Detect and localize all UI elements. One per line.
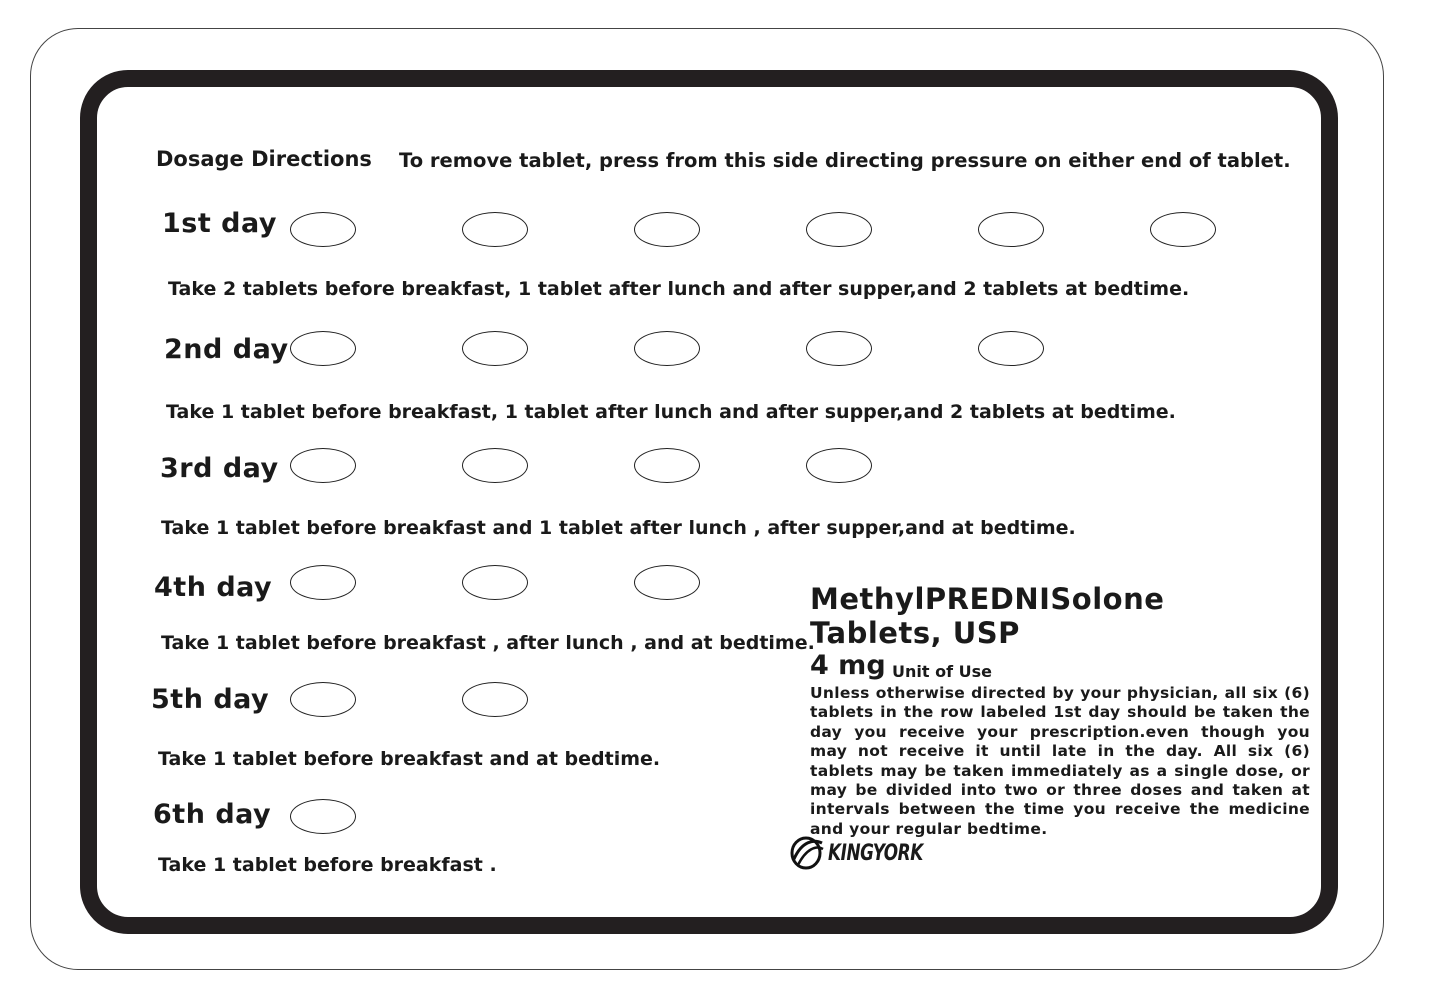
tablet-slot[interactable] (462, 682, 528, 717)
day-3-label: 3rd day (160, 453, 279, 484)
day-1-label: 1st day (162, 208, 277, 239)
tablet-slot[interactable] (462, 212, 528, 247)
day-2-label: 2nd day (164, 334, 289, 365)
kingyork-logo-text: KINGYORK (828, 840, 923, 866)
unit-of-use-label: Unit of Use (892, 662, 992, 681)
kingyork-logo (788, 835, 940, 871)
tablet-slot[interactable] (1150, 212, 1216, 247)
tablet-slot[interactable] (290, 331, 356, 366)
day-5-label: 5th day (151, 684, 270, 715)
day-2-direction: Take 1 tablet before breakfast, 1 tablet after lunch and after supper,and 2 tablets at bedtime. (166, 401, 1176, 423)
tablet-slot[interactable] (290, 682, 356, 717)
tablet-slot[interactable] (290, 448, 356, 483)
day-1-direction: Take 2 tablets before breakfast, 1 tablet after lunch and after supper,and 2 tablets at bedtime. (168, 278, 1190, 300)
day-5-direction: Take 1 tablet before breakfast and at bedtime. (158, 748, 661, 770)
remove-tablet-instruction: To remove tablet, press from this side directing pressure on either end of tablet. (399, 149, 1291, 172)
product-name: MethylPREDNISolone (810, 582, 1165, 616)
kingyork-logo-icon (788, 835, 826, 871)
product-form: Tablets, USP (810, 616, 1020, 650)
tablet-slot[interactable] (806, 331, 872, 366)
tablet-slot[interactable] (462, 565, 528, 600)
tablet-slot[interactable] (978, 331, 1044, 366)
day-4-direction: Take 1 tablet before breakfast , after lunch , and at bedtime. (161, 632, 815, 654)
day-3-direction: Take 1 tablet before breakfast and 1 tablet after lunch , after supper,and at bedtime. (161, 517, 1076, 539)
tablet-slot[interactable] (290, 565, 356, 600)
dosage-directions-heading: Dosage Directions (156, 147, 372, 171)
tablet-slot[interactable] (290, 212, 356, 247)
tablet-slot[interactable] (978, 212, 1044, 247)
tablet-slot[interactable] (806, 212, 872, 247)
day-4-label: 4th day (154, 572, 273, 603)
product-strength: 4 mg (810, 650, 886, 681)
tablet-slot[interactable] (634, 565, 700, 600)
tablet-slot[interactable] (462, 331, 528, 366)
tablet-slot[interactable] (634, 331, 700, 366)
tablet-slot[interactable] (462, 448, 528, 483)
day-6-direction: Take 1 tablet before breakfast . (158, 854, 497, 876)
dosing-note: Unless otherwise directed by your physician, all six (6) tablets in the row labeled 1st day should be taken the day you receive your prescription.even though you may not receive it until late in the day. All six (6) tablets may be taken immediately as a single dose, or may be divided into two or three doses and taken at intervals between the time you receive the medicine and your regular bedtime. (810, 684, 1310, 838)
tablet-slot[interactable] (290, 799, 356, 834)
tablet-slot[interactable] (806, 448, 872, 483)
tablet-slot[interactable] (634, 448, 700, 483)
day-6-label: 6th day (153, 799, 272, 830)
tablet-slot[interactable] (634, 212, 700, 247)
